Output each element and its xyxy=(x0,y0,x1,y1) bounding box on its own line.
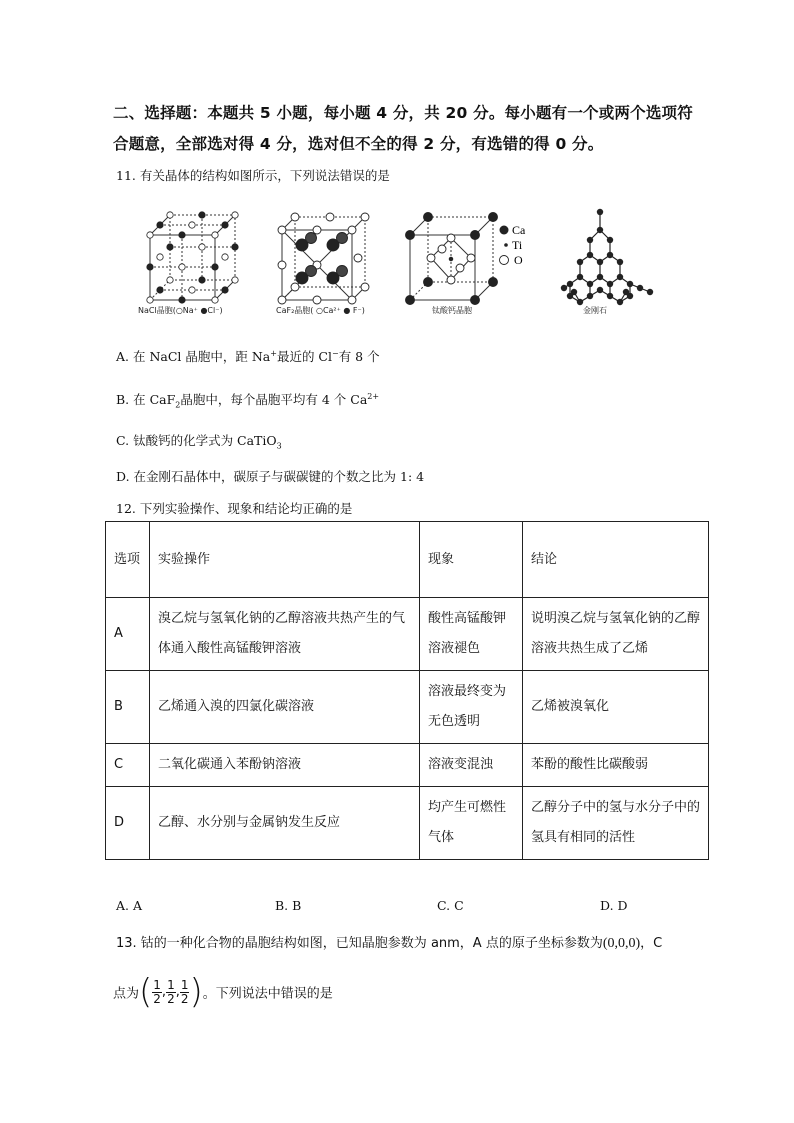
header-option: 选项 xyxy=(106,522,150,598)
row-d-option: D xyxy=(106,787,150,860)
nacl-caption: NaCl晶胞(○Na⁺ ●Cl⁻) xyxy=(138,306,223,315)
legend-ca: Ca xyxy=(512,223,526,237)
q12-answer-d: D. D xyxy=(600,898,628,913)
question-12-stem: 12. 下列实验操作、现象和结论均正确的是 xyxy=(116,501,353,516)
row-a-operation: 溴乙烷与氢氧化钠的乙醇溶液共热产生的气体通入酸性高锰酸钾溶液 xyxy=(150,598,420,671)
q12-answer-a: A. A xyxy=(116,898,143,913)
row-c-operation: 二氧化碳通入苯酚钠溶液 xyxy=(150,744,420,787)
row-d-conclusion: 乙醇分子中的氢与水分子中的氢具有相同的活性 xyxy=(523,787,709,860)
row-c-conclusion: 苯酚的酸性比碳酸弱 xyxy=(523,744,709,787)
q11-option-b: B. 在 CaF$_2$晶胞中，每个晶胞平均有 4 个 $Ca^{2+}$ xyxy=(116,391,380,410)
header-phenomenon: 现象 xyxy=(420,522,523,598)
caf2-caption: CaF₂晶胞( ○Ca²⁺ ● F⁻) xyxy=(276,306,365,315)
row-d-operation: 乙醇、水分别与金属钠发生反应 xyxy=(150,787,420,860)
row-b-conclusion: 乙烯被溴氧化 xyxy=(523,671,709,744)
row-c-option: C xyxy=(106,744,150,787)
row-c-phenomenon: 溶液变混浊 xyxy=(420,744,523,787)
legend-o: O xyxy=(514,253,523,267)
q12-answer-b: B. B xyxy=(275,898,302,913)
experiment-table xyxy=(105,521,709,860)
row-a-conclusion: 说明溴乙烷与氢氧化钠的乙醇溶液共热生成了乙烯 xyxy=(523,598,709,671)
header-operation: 实验操作 xyxy=(150,522,420,598)
table-row xyxy=(106,744,709,787)
perovskite-legend xyxy=(500,223,527,267)
row-d-phenomenon: 均产生可燃性气体 xyxy=(420,787,523,860)
coord-a: (0,0,0) xyxy=(602,936,641,951)
diamond-caption: 金刚石 xyxy=(583,306,607,315)
q11-option-d: D. 在金刚石晶体中，碳原子与碳碳键的个数之比为 1: 4 xyxy=(116,469,425,484)
table-row xyxy=(106,671,709,744)
row-b-phenomenon: 溶液最终变为无色透明 xyxy=(420,671,523,744)
q11-option-c: C. 钛酸钙的化学式为 CaTiO$_3$ xyxy=(116,433,282,451)
q12-answer-c: C. C xyxy=(437,898,464,913)
question-13-stem-line1: 13. 钴的一种化合物的晶胞结构如图，已知晶胞参数为 anm，A 点的原子坐标参数为(0,0,0)，C xyxy=(116,936,663,951)
table-row xyxy=(106,787,709,860)
row-a-phenomenon: 酸性高锰酸钾溶液褪色 xyxy=(420,598,523,671)
header-conclusion: 结论 xyxy=(523,522,709,598)
row-a-option: A xyxy=(106,598,150,671)
nacl-atoms xyxy=(147,212,238,303)
perovskite-caption: 钛酸钙晶胞 xyxy=(432,306,472,315)
table-row xyxy=(106,598,709,671)
row-b-operation: 乙烯通入溴的四氯化碳溶液 xyxy=(150,671,420,744)
row-b-option: B xyxy=(106,671,150,744)
question-13-stem-line2: 点为( $\frac{1}{2}$ , $\frac{1}{2}$ , $\frac{1}{2}$ )。下列说法中错误的是 xyxy=(113,972,333,1012)
table-header-row xyxy=(106,522,709,598)
question-11-stem: 11. 有关晶体的结构如图所示，下列说法错误的是 xyxy=(116,168,390,183)
q11-option-a: A. 在 NaCl 晶胞中，距 Na+最近的 Cl−有 8 个 xyxy=(116,348,380,364)
legend-ti: Ti xyxy=(512,238,523,252)
section-heading: 二、选择题：本题共 5 小题，每小题 4 分，共 20 分。每小题有一个或两个选项符合题意，全部选对得 4 分，选对但不全的得 2 分，有选错的得 0 分。 xyxy=(113,104,693,153)
